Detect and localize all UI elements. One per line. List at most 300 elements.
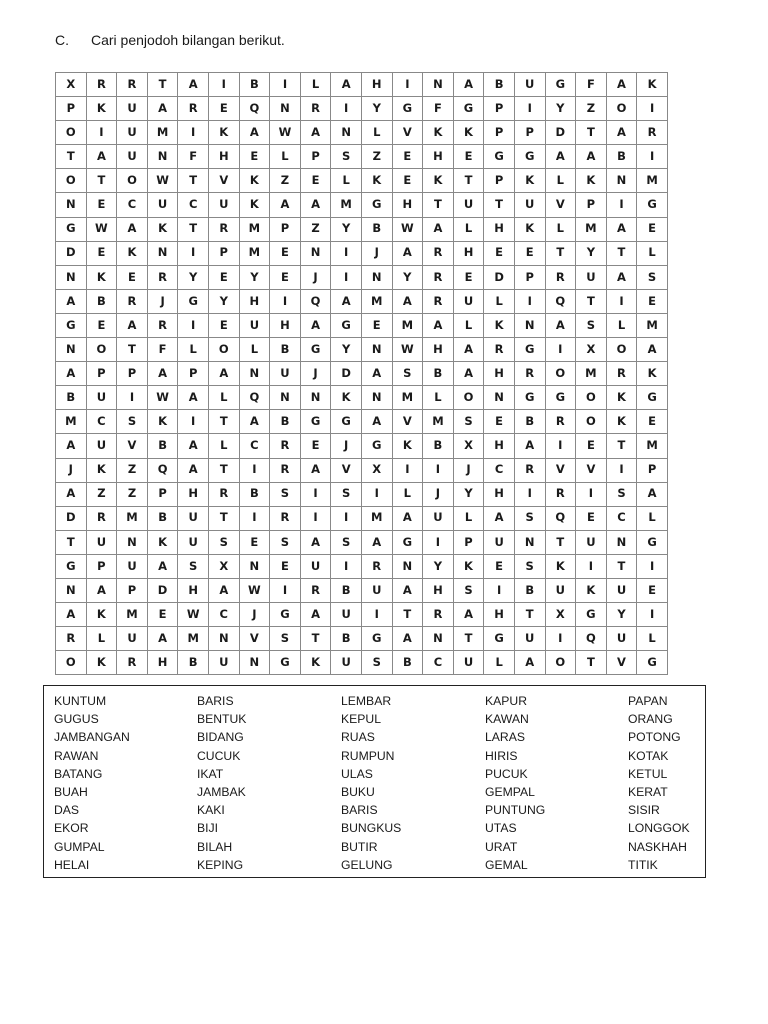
grid-cell[interactable]: H: [361, 73, 392, 97]
grid-cell[interactable]: I: [208, 73, 239, 97]
grid-cell[interactable]: A: [239, 410, 270, 434]
grid-cell[interactable]: X: [56, 73, 87, 97]
grid-cell[interactable]: A: [300, 530, 331, 554]
grid-cell[interactable]: G: [637, 530, 668, 554]
grid-cell[interactable]: O: [576, 410, 607, 434]
grid-cell[interactable]: M: [147, 121, 178, 145]
grid-cell[interactable]: F: [576, 73, 607, 97]
grid-cell[interactable]: U: [270, 362, 301, 386]
grid-cell[interactable]: T: [545, 241, 576, 265]
grid-cell[interactable]: E: [208, 265, 239, 289]
grid-cell[interactable]: U: [606, 627, 637, 651]
grid-cell[interactable]: E: [270, 241, 301, 265]
grid-cell[interactable]: A: [606, 217, 637, 241]
grid-cell[interactable]: A: [56, 434, 87, 458]
grid-cell[interactable]: X: [545, 603, 576, 627]
grid-cell[interactable]: G: [300, 338, 331, 362]
grid-cell[interactable]: T: [56, 530, 87, 554]
grid-cell[interactable]: N: [392, 554, 423, 578]
grid-cell[interactable]: R: [637, 121, 668, 145]
grid-cell[interactable]: I: [545, 434, 576, 458]
grid-cell[interactable]: R: [208, 217, 239, 241]
grid-cell[interactable]: A: [361, 362, 392, 386]
grid-cell[interactable]: T: [606, 434, 637, 458]
grid-cell[interactable]: E: [484, 554, 515, 578]
grid-cell[interactable]: K: [117, 241, 148, 265]
grid-cell[interactable]: A: [147, 627, 178, 651]
grid-cell[interactable]: E: [86, 193, 117, 217]
grid-cell[interactable]: E: [576, 434, 607, 458]
grid-cell[interactable]: A: [331, 289, 362, 313]
grid-cell[interactable]: I: [423, 458, 454, 482]
grid-cell[interactable]: I: [331, 554, 362, 578]
grid-cell[interactable]: E: [392, 169, 423, 193]
grid-cell[interactable]: M: [637, 434, 668, 458]
grid-cell[interactable]: U: [576, 530, 607, 554]
grid-cell[interactable]: O: [606, 338, 637, 362]
grid-cell[interactable]: K: [514, 217, 545, 241]
grid-cell[interactable]: W: [239, 578, 270, 602]
grid-cell[interactable]: D: [56, 506, 87, 530]
grid-cell[interactable]: V: [576, 458, 607, 482]
grid-cell[interactable]: L: [545, 217, 576, 241]
grid-cell[interactable]: T: [576, 121, 607, 145]
grid-cell[interactable]: Z: [300, 217, 331, 241]
grid-cell[interactable]: E: [86, 241, 117, 265]
grid-cell[interactable]: E: [453, 265, 484, 289]
grid-cell[interactable]: I: [637, 97, 668, 121]
grid-cell[interactable]: L: [637, 241, 668, 265]
grid-cell[interactable]: T: [208, 458, 239, 482]
grid-cell[interactable]: U: [423, 506, 454, 530]
grid-cell[interactable]: N: [56, 193, 87, 217]
grid-cell[interactable]: H: [239, 289, 270, 313]
grid-cell[interactable]: W: [86, 217, 117, 241]
grid-cell[interactable]: A: [392, 241, 423, 265]
grid-cell[interactable]: A: [56, 482, 87, 506]
grid-cell[interactable]: A: [514, 434, 545, 458]
grid-cell[interactable]: U: [117, 145, 148, 169]
grid-cell[interactable]: T: [606, 554, 637, 578]
grid-cell[interactable]: I: [178, 121, 209, 145]
grid-cell[interactable]: K: [514, 169, 545, 193]
grid-cell[interactable]: I: [606, 289, 637, 313]
grid-cell[interactable]: T: [56, 145, 87, 169]
grid-cell[interactable]: G: [484, 145, 515, 169]
grid-cell[interactable]: S: [117, 410, 148, 434]
grid-cell[interactable]: E: [361, 313, 392, 337]
grid-cell[interactable]: Z: [86, 482, 117, 506]
grid-cell[interactable]: N: [514, 313, 545, 337]
grid-cell[interactable]: V: [545, 193, 576, 217]
grid-cell[interactable]: I: [423, 530, 454, 554]
grid-cell[interactable]: K: [86, 97, 117, 121]
grid-cell[interactable]: A: [147, 97, 178, 121]
grid-cell[interactable]: P: [117, 578, 148, 602]
grid-cell[interactable]: S: [514, 506, 545, 530]
grid-cell[interactable]: H: [270, 313, 301, 337]
grid-cell[interactable]: B: [270, 338, 301, 362]
grid-cell[interactable]: B: [514, 410, 545, 434]
grid-cell[interactable]: T: [86, 169, 117, 193]
grid-cell[interactable]: U: [178, 530, 209, 554]
grid-cell[interactable]: G: [331, 410, 362, 434]
grid-cell[interactable]: A: [208, 578, 239, 602]
grid-cell[interactable]: V: [545, 458, 576, 482]
grid-cell[interactable]: L: [637, 627, 668, 651]
grid-cell[interactable]: U: [361, 578, 392, 602]
grid-cell[interactable]: N: [300, 241, 331, 265]
grid-cell[interactable]: L: [178, 338, 209, 362]
grid-cell[interactable]: M: [117, 506, 148, 530]
grid-cell[interactable]: E: [300, 434, 331, 458]
grid-cell[interactable]: I: [361, 482, 392, 506]
grid-cell[interactable]: V: [331, 458, 362, 482]
grid-cell[interactable]: K: [545, 554, 576, 578]
grid-cell[interactable]: G: [361, 627, 392, 651]
grid-cell[interactable]: X: [453, 434, 484, 458]
grid-cell[interactable]: R: [484, 338, 515, 362]
grid-cell[interactable]: R: [270, 506, 301, 530]
grid-cell[interactable]: K: [453, 554, 484, 578]
grid-cell[interactable]: I: [361, 603, 392, 627]
grid-cell[interactable]: L: [453, 506, 484, 530]
grid-cell[interactable]: M: [239, 241, 270, 265]
grid-cell[interactable]: Z: [576, 97, 607, 121]
grid-cell[interactable]: U: [117, 97, 148, 121]
grid-cell[interactable]: D: [545, 121, 576, 145]
grid-cell[interactable]: S: [270, 482, 301, 506]
grid-cell[interactable]: P: [208, 241, 239, 265]
grid-cell[interactable]: G: [514, 386, 545, 410]
grid-cell[interactable]: R: [86, 506, 117, 530]
grid-cell[interactable]: O: [208, 338, 239, 362]
grid-cell[interactable]: L: [300, 73, 331, 97]
grid-cell[interactable]: G: [56, 554, 87, 578]
grid-cell[interactable]: H: [208, 145, 239, 169]
grid-cell[interactable]: G: [56, 313, 87, 337]
grid-cell[interactable]: A: [239, 121, 270, 145]
grid-cell[interactable]: U: [117, 627, 148, 651]
grid-cell[interactable]: U: [453, 651, 484, 675]
grid-cell[interactable]: R: [423, 241, 454, 265]
grid-cell[interactable]: W: [392, 217, 423, 241]
grid-cell[interactable]: E: [514, 241, 545, 265]
grid-cell[interactable]: T: [178, 217, 209, 241]
grid-cell[interactable]: E: [300, 169, 331, 193]
grid-cell[interactable]: Q: [545, 289, 576, 313]
grid-cell[interactable]: Y: [423, 554, 454, 578]
grid-cell[interactable]: E: [637, 578, 668, 602]
grid-cell[interactable]: K: [484, 313, 515, 337]
grid-cell[interactable]: T: [208, 506, 239, 530]
grid-cell[interactable]: A: [453, 362, 484, 386]
grid-cell[interactable]: L: [637, 506, 668, 530]
grid-cell[interactable]: A: [637, 482, 668, 506]
grid-cell[interactable]: O: [545, 362, 576, 386]
grid-cell[interactable]: K: [392, 434, 423, 458]
grid-cell[interactable]: V: [239, 627, 270, 651]
grid-cell[interactable]: X: [361, 458, 392, 482]
grid-cell[interactable]: B: [606, 145, 637, 169]
grid-cell[interactable]: N: [361, 338, 392, 362]
grid-cell[interactable]: P: [86, 554, 117, 578]
grid-cell[interactable]: H: [423, 145, 454, 169]
grid-cell[interactable]: P: [300, 145, 331, 169]
grid-cell[interactable]: A: [423, 313, 454, 337]
grid-cell[interactable]: N: [117, 530, 148, 554]
grid-cell[interactable]: L: [423, 386, 454, 410]
grid-cell[interactable]: G: [270, 603, 301, 627]
grid-cell[interactable]: U: [484, 530, 515, 554]
grid-cell[interactable]: B: [423, 434, 454, 458]
grid-cell[interactable]: G: [178, 289, 209, 313]
grid-cell[interactable]: I: [514, 289, 545, 313]
grid-cell[interactable]: B: [423, 362, 454, 386]
grid-cell[interactable]: W: [392, 338, 423, 362]
grid-cell[interactable]: U: [239, 313, 270, 337]
grid-cell[interactable]: N: [300, 386, 331, 410]
grid-cell[interactable]: J: [56, 458, 87, 482]
grid-cell[interactable]: Y: [331, 338, 362, 362]
grid-cell[interactable]: A: [300, 193, 331, 217]
grid-cell[interactable]: E: [453, 145, 484, 169]
grid-cell[interactable]: K: [423, 169, 454, 193]
grid-cell[interactable]: S: [453, 578, 484, 602]
grid-cell[interactable]: P: [117, 362, 148, 386]
grid-cell[interactable]: H: [178, 482, 209, 506]
grid-cell[interactable]: A: [576, 145, 607, 169]
grid-cell[interactable]: I: [637, 603, 668, 627]
grid-cell[interactable]: Y: [331, 217, 362, 241]
grid-cell[interactable]: O: [56, 169, 87, 193]
grid-cell[interactable]: P: [453, 530, 484, 554]
grid-cell[interactable]: J: [300, 362, 331, 386]
grid-cell[interactable]: R: [606, 362, 637, 386]
grid-cell[interactable]: E: [270, 265, 301, 289]
grid-cell[interactable]: A: [178, 458, 209, 482]
grid-cell[interactable]: G: [545, 73, 576, 97]
grid-cell[interactable]: P: [56, 97, 87, 121]
grid-cell[interactable]: Z: [117, 482, 148, 506]
grid-cell[interactable]: L: [606, 313, 637, 337]
grid-cell[interactable]: E: [637, 410, 668, 434]
grid-cell[interactable]: V: [392, 410, 423, 434]
grid-cell[interactable]: D: [56, 241, 87, 265]
grid-cell[interactable]: K: [453, 121, 484, 145]
grid-cell[interactable]: V: [606, 651, 637, 675]
grid-cell[interactable]: U: [576, 265, 607, 289]
grid-cell[interactable]: N: [331, 121, 362, 145]
grid-cell[interactable]: I: [392, 458, 423, 482]
grid-cell[interactable]: L: [239, 338, 270, 362]
grid-cell[interactable]: I: [514, 97, 545, 121]
grid-cell[interactable]: I: [637, 554, 668, 578]
grid-cell[interactable]: B: [331, 578, 362, 602]
grid-cell[interactable]: F: [423, 97, 454, 121]
grid-cell[interactable]: B: [361, 217, 392, 241]
grid-cell[interactable]: K: [423, 121, 454, 145]
grid-cell[interactable]: C: [484, 458, 515, 482]
grid-cell[interactable]: R: [86, 73, 117, 97]
grid-cell[interactable]: J: [331, 434, 362, 458]
grid-cell[interactable]: A: [56, 289, 87, 313]
grid-cell[interactable]: B: [86, 289, 117, 313]
grid-cell[interactable]: N: [208, 627, 239, 651]
grid-cell[interactable]: L: [270, 145, 301, 169]
grid-cell[interactable]: A: [178, 386, 209, 410]
grid-cell[interactable]: U: [606, 578, 637, 602]
grid-cell[interactable]: P: [576, 193, 607, 217]
grid-cell[interactable]: K: [239, 169, 270, 193]
grid-cell[interactable]: I: [178, 241, 209, 265]
grid-cell[interactable]: J: [147, 289, 178, 313]
grid-cell[interactable]: G: [56, 217, 87, 241]
grid-cell[interactable]: I: [86, 121, 117, 145]
grid-cell[interactable]: A: [392, 506, 423, 530]
grid-cell[interactable]: S: [514, 554, 545, 578]
grid-cell[interactable]: R: [178, 97, 209, 121]
grid-cell[interactable]: N: [239, 362, 270, 386]
grid-cell[interactable]: A: [56, 603, 87, 627]
grid-cell[interactable]: K: [637, 73, 668, 97]
grid-cell[interactable]: W: [178, 603, 209, 627]
grid-cell[interactable]: K: [637, 362, 668, 386]
grid-cell[interactable]: N: [514, 530, 545, 554]
grid-cell[interactable]: A: [300, 313, 331, 337]
grid-cell[interactable]: K: [606, 410, 637, 434]
grid-cell[interactable]: R: [423, 603, 454, 627]
grid-cell[interactable]: C: [178, 193, 209, 217]
grid-cell[interactable]: I: [331, 265, 362, 289]
grid-cell[interactable]: H: [453, 241, 484, 265]
grid-cell[interactable]: T: [484, 193, 515, 217]
grid-cell[interactable]: A: [484, 506, 515, 530]
grid-cell[interactable]: E: [576, 506, 607, 530]
grid-cell[interactable]: I: [239, 506, 270, 530]
grid-cell[interactable]: Q: [576, 627, 607, 651]
grid-cell[interactable]: A: [361, 410, 392, 434]
grid-cell[interactable]: K: [86, 651, 117, 675]
grid-cell[interactable]: C: [86, 410, 117, 434]
grid-cell[interactable]: Z: [361, 145, 392, 169]
grid-cell[interactable]: S: [453, 410, 484, 434]
grid-cell[interactable]: A: [86, 578, 117, 602]
grid-cell[interactable]: O: [606, 97, 637, 121]
grid-cell[interactable]: G: [453, 97, 484, 121]
grid-cell[interactable]: I: [576, 482, 607, 506]
grid-cell[interactable]: I: [178, 313, 209, 337]
grid-cell[interactable]: I: [545, 627, 576, 651]
grid-cell[interactable]: E: [484, 241, 515, 265]
grid-cell[interactable]: P: [484, 97, 515, 121]
grid-cell[interactable]: Q: [147, 458, 178, 482]
grid-cell[interactable]: Y: [576, 241, 607, 265]
grid-cell[interactable]: P: [637, 458, 668, 482]
grid-cell[interactable]: L: [331, 169, 362, 193]
grid-cell[interactable]: R: [545, 410, 576, 434]
grid-cell[interactable]: E: [392, 145, 423, 169]
grid-cell[interactable]: K: [361, 169, 392, 193]
grid-cell[interactable]: B: [178, 651, 209, 675]
grid-cell[interactable]: U: [86, 530, 117, 554]
grid-cell[interactable]: K: [576, 578, 607, 602]
grid-cell[interactable]: K: [239, 193, 270, 217]
grid-cell[interactable]: H: [484, 434, 515, 458]
grid-cell[interactable]: Z: [270, 169, 301, 193]
grid-cell[interactable]: Q: [300, 289, 331, 313]
grid-cell[interactable]: P: [86, 362, 117, 386]
grid-cell[interactable]: N: [56, 578, 87, 602]
grid-cell[interactable]: E: [239, 145, 270, 169]
grid-cell[interactable]: K: [331, 386, 362, 410]
grid-cell[interactable]: K: [147, 530, 178, 554]
grid-cell[interactable]: E: [117, 265, 148, 289]
grid-cell[interactable]: A: [147, 362, 178, 386]
grid-cell[interactable]: A: [514, 651, 545, 675]
grid-cell[interactable]: N: [423, 73, 454, 97]
grid-cell[interactable]: I: [270, 578, 301, 602]
grid-cell[interactable]: G: [576, 603, 607, 627]
grid-cell[interactable]: G: [484, 627, 515, 651]
grid-cell[interactable]: P: [484, 169, 515, 193]
grid-cell[interactable]: O: [545, 651, 576, 675]
grid-cell[interactable]: R: [270, 434, 301, 458]
grid-cell[interactable]: U: [117, 121, 148, 145]
grid-cell[interactable]: K: [606, 386, 637, 410]
grid-cell[interactable]: O: [117, 169, 148, 193]
grid-cell[interactable]: G: [514, 145, 545, 169]
grid-cell[interactable]: U: [453, 289, 484, 313]
grid-cell[interactable]: A: [178, 434, 209, 458]
grid-cell[interactable]: L: [453, 217, 484, 241]
grid-cell[interactable]: R: [117, 651, 148, 675]
grid-cell[interactable]: H: [392, 193, 423, 217]
grid-cell[interactable]: A: [86, 145, 117, 169]
grid-cell[interactable]: A: [637, 338, 668, 362]
grid-cell[interactable]: I: [300, 482, 331, 506]
grid-cell[interactable]: A: [545, 313, 576, 337]
grid-cell[interactable]: W: [147, 169, 178, 193]
grid-cell[interactable]: I: [606, 458, 637, 482]
grid-cell[interactable]: S: [392, 362, 423, 386]
grid-cell[interactable]: X: [576, 338, 607, 362]
grid-cell[interactable]: N: [361, 386, 392, 410]
grid-cell[interactable]: M: [637, 313, 668, 337]
grid-cell[interactable]: H: [423, 338, 454, 362]
grid-cell[interactable]: O: [453, 386, 484, 410]
grid-cell[interactable]: K: [86, 265, 117, 289]
grid-cell[interactable]: R: [514, 458, 545, 482]
grid-cell[interactable]: A: [331, 73, 362, 97]
grid-cell[interactable]: T: [423, 193, 454, 217]
grid-cell[interactable]: E: [637, 217, 668, 241]
grid-cell[interactable]: B: [514, 578, 545, 602]
grid-cell[interactable]: K: [86, 458, 117, 482]
grid-cell[interactable]: S: [270, 627, 301, 651]
grid-cell[interactable]: Q: [545, 506, 576, 530]
grid-cell[interactable]: G: [637, 651, 668, 675]
grid-cell[interactable]: A: [147, 554, 178, 578]
grid-cell[interactable]: E: [270, 554, 301, 578]
grid-cell[interactable]: R: [545, 482, 576, 506]
grid-cell[interactable]: I: [117, 386, 148, 410]
grid-cell[interactable]: A: [392, 578, 423, 602]
grid-cell[interactable]: M: [361, 506, 392, 530]
grid-cell[interactable]: Y: [239, 265, 270, 289]
grid-cell[interactable]: M: [392, 313, 423, 337]
grid-cell[interactable]: R: [208, 482, 239, 506]
